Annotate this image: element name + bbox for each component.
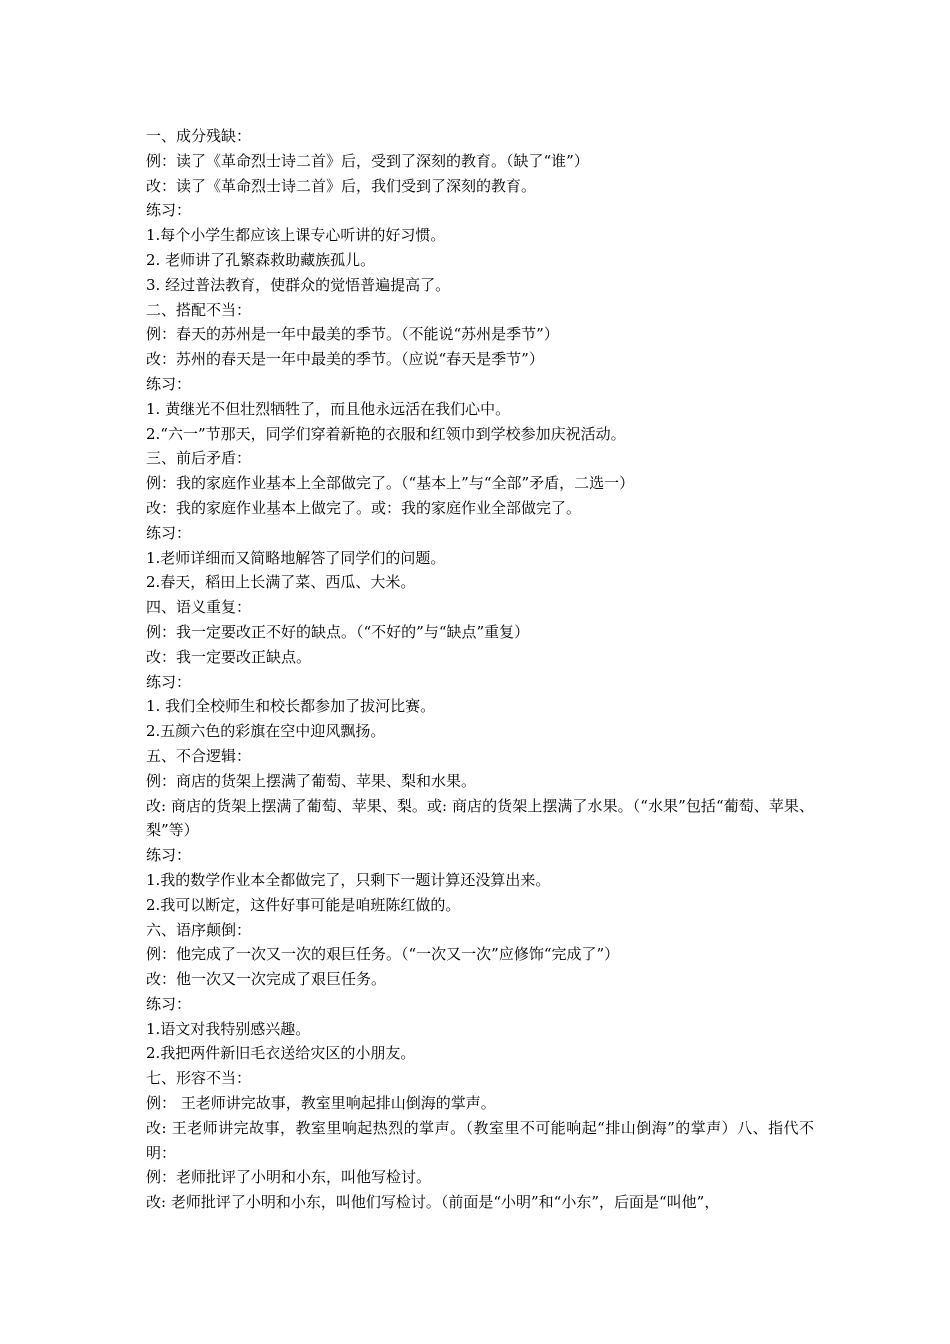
section-heading-3: 三、前后矛盾： <box>146 449 252 468</box>
practice-item: 2.我把两件新旧毛衣送给灾区的小朋友。 <box>146 1044 416 1063</box>
section-heading-7: 七、形容不当： <box>146 1069 252 1088</box>
practice-label: 练习： <box>146 523 192 542</box>
example-line: 例：商店的货架上摆满了葡萄、苹果、梨和水果。 <box>146 771 477 790</box>
example-line: 例：老师批评了小明和小东，叫他写检讨。 <box>146 1168 432 1187</box>
correction-line: 改：他一次又一次完成了艰巨任务。 <box>146 970 387 989</box>
practice-label: 练习： <box>146 994 192 1013</box>
correction-line: 改：我的家庭作业基本上做完了。或：我的家庭作业全部做完了。 <box>146 498 582 517</box>
practice-label: 练习： <box>146 201 192 220</box>
example-line: 例：春天的苏州是一年中最美的季节。（不能说“苏州是季节”） <box>146 325 559 344</box>
example-line: 例：他完成了一次又一次的艰巨任务。（“一次又一次”应修饰“完成了”） <box>146 945 620 964</box>
practice-label: 练习： <box>146 672 192 691</box>
practice-item: 1.语文对我特别感兴趣。 <box>146 1019 311 1038</box>
example-line: 例：读了《革命烈士诗二首》后，受到了深刻的教育。（缺了“谁”） <box>146 151 589 170</box>
practice-item: 1.每个小学生都应该上课专心听讲的好习惯。 <box>146 226 446 245</box>
practice-item: 1. 我们全校师生和校长都参加了拔河比赛。 <box>146 697 436 716</box>
correction-line: 改：我一定要改正缺点。 <box>146 647 312 666</box>
correction-line: 改: 老师批评了小明和小东，叫他们写检讨。（前面是“小明”和“小东”，后面是“叫他”， <box>146 1193 720 1212</box>
practice-item: 3. 经过普法教育，使群众的觉悟普遍提高了。 <box>146 275 451 294</box>
section-heading-1: 一、成分残缺： <box>146 127 252 145</box>
correction-line: 改: 商店的货架上摆满了葡萄、苹果、梨。或: 商店的货架上摆满了水果。（“水果”包括“葡萄、苹果、梨”等） <box>146 796 814 840</box>
document-page <box>146 124 814 1215</box>
practice-item: 1.我的数学作业本全都做完了，只剩下一题计算还没算出来。 <box>146 870 551 889</box>
section-heading-6: 六、语序颠倒： <box>146 920 252 939</box>
correction-line: 改: 王老师讲完故事，教室里响起热烈的掌声。（教室里不可能响起“排山倒海”的掌声）八、指代不明： <box>146 1118 814 1162</box>
practice-item: 2.“六一”节那天，同学们穿着新艳的衣服和红领巾到学校参加庆祝活动。 <box>146 424 626 443</box>
practice-item: 2.我可以断定，这件好事可能是咱班陈红做的。 <box>146 895 461 914</box>
example-line: 例：我的家庭作业基本上全部做完了。（“基本上”与“全部”矛盾，二选一） <box>146 474 635 493</box>
correction-line: 改：读了《革命烈士诗二首》后，我们受到了深刻的教育。 <box>146 176 537 195</box>
practice-label: 练习： <box>146 374 192 393</box>
practice-item: 1.老师详细而又简略地解答了同学们的问题。 <box>146 548 446 567</box>
practice-label: 练习： <box>146 846 192 865</box>
section-heading-4: 四、语义重复： <box>146 598 252 617</box>
example-line: 例：我一定要改正不好的缺点。（“不好的”与“缺点”重复） <box>146 622 530 641</box>
practice-item: 2.五颜六色的彩旗在空中迎风飘扬。 <box>146 722 386 741</box>
practice-item: 2.春天，稻田上长满了菜、西瓜、大米。 <box>146 573 416 592</box>
section-heading-5: 五、不合逻辑： <box>146 746 252 765</box>
correction-line: 改：苏州的春天是一年中最美的季节。（应说“春天是季节”） <box>146 350 544 369</box>
practice-item: 1. 黄继光不但壮烈牺牲了，而且他永远活在我们心中。 <box>146 399 511 418</box>
section-heading-2: 二、搭配不当： <box>146 300 252 319</box>
example-line: 例： 王老师讲完故事，教室里响起排山倒海的掌声。 <box>146 1094 496 1113</box>
practice-item: 2. 老师讲了孔繁森救助藏族孤儿。 <box>146 250 376 269</box>
